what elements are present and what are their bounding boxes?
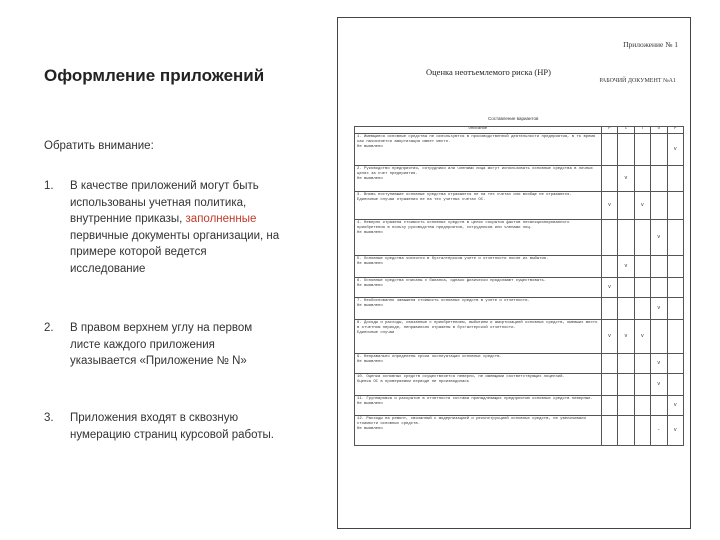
item-text: Приложения входят в сквозную нумерацию страниц курсовой работы. (70, 412, 274, 441)
check-mark-cell: v (634, 192, 650, 220)
risk-description: 6. Основные средства списаны с баланса, однако физически продолжают существовать. Не выявлено (355, 278, 602, 298)
check-mark-cell: v (601, 278, 617, 298)
check-mark-cell (651, 256, 667, 278)
check-mark-cell (618, 220, 634, 256)
check-mark-cell (651, 278, 667, 298)
item-number: 1. (44, 180, 54, 192)
check-mark-cell (601, 354, 617, 374)
check-mark-cell: - (651, 416, 667, 446)
check-mark-cell: v (601, 192, 617, 220)
table-row (355, 396, 684, 416)
page-title: Оформление приложений (44, 66, 265, 85)
document-title: Оценка неотъемлемого риска (НР) (426, 67, 551, 77)
check-mark-cell: v (601, 320, 617, 354)
check-mark-cell (651, 396, 667, 416)
check-mark-cell: v (651, 298, 667, 320)
check-mark-cell (634, 256, 650, 278)
table-row (355, 354, 684, 374)
document-sheet (337, 17, 691, 529)
table-row (355, 278, 684, 298)
check-mark-cell (634, 134, 650, 166)
table-row (355, 416, 684, 446)
check-mark-cell (618, 374, 634, 396)
check-mark-cell (667, 278, 684, 298)
item-number: 2. (44, 322, 54, 334)
check-mark-cell (601, 256, 617, 278)
check-mark-cell (651, 320, 667, 354)
check-mark-cell (618, 278, 634, 298)
document-subtitle: РАБОЧИЙ ДОКУМЕНТ №А1 (599, 78, 676, 84)
table-row (355, 192, 684, 220)
risk-description: 10. Оценка основных средств осуществляется неверно, не имеющими соответствующих лицензий. Оценка ОС в проверяемом периоде не производилась (355, 374, 602, 396)
check-mark-cell (634, 416, 650, 446)
check-mark-cell (618, 134, 634, 166)
check-mark-cell: v (667, 134, 684, 166)
column-header: Описание (355, 127, 602, 134)
check-mark-cell (667, 374, 684, 396)
check-mark-cell: v (634, 320, 650, 354)
check-mark-cell (667, 256, 684, 278)
check-mark-cell (634, 354, 650, 374)
check-mark-cell (618, 354, 634, 374)
column-header: Р (601, 127, 617, 134)
table-row (355, 134, 684, 166)
table-header-row (355, 127, 684, 134)
check-mark-cell (601, 374, 617, 396)
check-mark-cell (618, 298, 634, 320)
check-mark-cell (618, 192, 634, 220)
check-mark-cell: v (667, 416, 684, 446)
check-mark-cell (601, 220, 617, 256)
check-mark-cell (667, 220, 684, 256)
check-mark-cell: v (618, 166, 634, 192)
item-number: 3. (44, 412, 54, 424)
check-mark-cell (618, 396, 634, 416)
check-mark-cell (634, 396, 650, 416)
table-caption: Составление вариантов (488, 116, 539, 121)
check-mark-cell (667, 354, 684, 374)
column-header: Т (634, 127, 650, 134)
risk-description: 7. Необоснованно завышена стоимость основных средств в учете и отчетности. Не выявлено (355, 298, 602, 320)
risk-description: 1. Имеющиеся основные средства не используются в производственной деятельности предприятия, в то время как начисляется амортизация имеет место. Не выявлено (355, 134, 602, 166)
attention-note: Обратить внимание: (44, 140, 154, 152)
table-row (355, 298, 684, 320)
check-mark-cell (634, 166, 650, 192)
check-mark-cell (634, 278, 650, 298)
risk-description: 11. Группировка и раскрытие в отчетности состава принадлежащих предприятию основных средств неверные. Не выявлено (355, 396, 602, 416)
item-text (70, 178, 280, 277)
risk-description: 3. Вновь поступившие основные средства отражаются не на тех счетах или вообще не отражаются. Единичные случаи отражения не на тех учетных счетах ОС. (355, 192, 602, 220)
risk-description: 8. Доходы и расходы, связанные с приобретением, выбытием и амортизацией основных средств, имевших место в отчетном периоде, неправильно отражены в бухгалтерской отчетности. Единичные случаи (355, 320, 602, 354)
check-mark-cell: v (651, 354, 667, 374)
risk-description: 5. Основные средства числятся в бухгалтерском учете и отчетности после их выбытия. Не выявлено (355, 256, 602, 278)
check-mark-cell (634, 374, 650, 396)
table-row (355, 166, 684, 192)
check-mark-cell (601, 298, 617, 320)
check-mark-cell: v (618, 320, 634, 354)
check-mark-cell (601, 166, 617, 192)
check-mark-cell (667, 298, 684, 320)
check-mark-cell (601, 396, 617, 416)
column-header: С (618, 127, 634, 134)
appendix-number: Приложение № 1 (623, 40, 678, 49)
risk-description: 9. Неправильно определены сроки эксплуатации основных средств. Не выявлено (355, 354, 602, 374)
table-row (355, 220, 684, 256)
highlighted-word: заполненные (185, 213, 257, 225)
check-mark-cell: v (667, 396, 684, 416)
risk-description: 2. Руководство предприятия, сотрудники или членами лица могут использовать основные средства в личных целях за счет предприятия. Не выявлено (355, 166, 602, 192)
item-text-part: первичные документы организации, на примере которой ведется исследование (70, 229, 280, 275)
risk-description: 12. Расходы на ремонт, связанный с модернизацией и реконструкцией основных средств, не увеличивали стоимости основных средств. Не выявлено (355, 416, 602, 446)
check-mark-cell (667, 192, 684, 220)
check-mark-cell (601, 134, 617, 166)
check-mark-cell (651, 134, 667, 166)
check-mark-cell (651, 166, 667, 192)
check-mark-cell (667, 320, 684, 354)
column-header: Р (667, 127, 684, 134)
check-mark-cell (618, 416, 634, 446)
item-text-part: В качестве приложений могут быть использованы учетная политика, внутренние приказы, (70, 180, 259, 225)
check-mark-cell (667, 166, 684, 192)
column-header: О (651, 127, 667, 134)
risk-description: 4. Неверно отражена стоимость основных средств в целях сокрытия фактов несанкционированного приобретения в пользу руководства предприятия, сотрудников или членами лиц. Не выявлено (355, 220, 602, 256)
table-row (355, 320, 684, 354)
check-mark-cell (651, 192, 667, 220)
check-mark-cell (601, 416, 617, 446)
risk-table (354, 126, 684, 446)
item-text: В правом верхнем углу на первом листе каждого приложения указывается «Приложение № N» (70, 322, 253, 367)
check-mark-cell (634, 220, 650, 256)
table-row (355, 374, 684, 396)
check-mark-cell (634, 298, 650, 320)
check-mark-cell: v (651, 220, 667, 256)
table-row (355, 256, 684, 278)
check-mark-cell: v (618, 256, 634, 278)
check-mark-cell: v (651, 374, 667, 396)
